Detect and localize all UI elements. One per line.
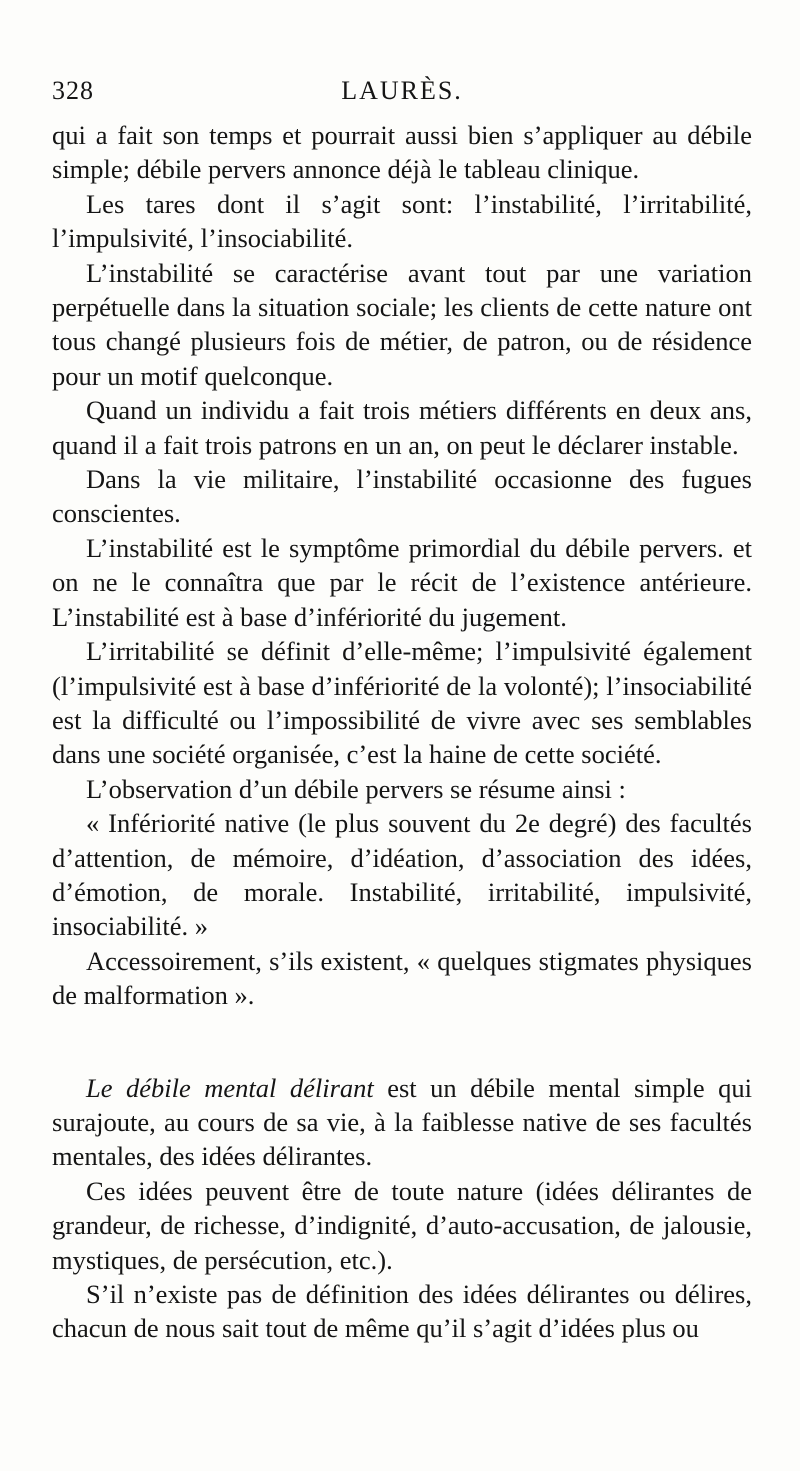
paragraph: Accessoirement, s’ils existent, « quelques stigmates physiques de malformation ». [52, 945, 752, 1011]
paragraph: Ces idées peuvent être de toute nature (idées délirantes de grandeur, de richesse, d’indignité, d’auto-accusation, de jalousie, mystiques, de persécution, etc.). [52, 1175, 752, 1275]
paragraph [52, 1071, 752, 1174]
paragraph: L’irritabilité se définit d’elle-même; l’impulsivité également (l’impulsivité est à base d’infériorité de la volonté); l’insociabilité est la difficulté ou l’impossibilité de vivre avec ses semblables dans une société organisée, c’est la haine de cette société. [52, 636, 752, 770]
paragraph-text: est un débile mental simple qui surajoute, au cours de sa vie, à la faiblesse native de ses facultés mentales, des idées délirantes. [52, 1072, 752, 1172]
paragraph: Les tares dont il s’agit sont: l’instabilité, l’irritabilité, l’impulsivité, l’insociabilité. [52, 188, 752, 254]
paragraph: Dans la vie militaire, l’instabilité occasionne des fugues conscientes. [52, 464, 752, 529]
paragraph: qui a fait son temps et pourrait aussi bien s’appliquer au débile simple; débile pervers annonce déjà le tableau clinique. [52, 120, 752, 185]
paragraph: S’il n’existe pas de définition des idées délirantes ou délires, chacun de nous sait tout de même qu’il s’agit d’idées plus ou [52, 1279, 752, 1344]
paragraph: L’instabilité se caractérise avant tout par une variation perpétuelle dans la situation sociale; les clients de cette nature ont tous changé plusieurs fois de métier, de patron, ou de résidence pour un motif quelconque. [52, 257, 752, 391]
italic-term: Le débile mental délirant [86, 1072, 374, 1103]
paragraph: L’instabilité est le symptôme primordial du débile pervers. et on ne le connaîtra que par le récit de l’existence antérieure. L’instabilité est à base d’infériorité du jugement. [52, 532, 752, 632]
running-head: LAURÈS. [341, 76, 463, 105]
paragraph: L’observation d’un débile pervers se résume ainsi : [86, 773, 626, 804]
quoted-observation: « Infériorité native (le plus souvent du 2e degré) des facultés d’attention, de mémoire, d’idéation, d’association des idées, d’émotion, de morale. Instabilité, irritabilité, impulsivité, insociabilité. » [52, 808, 752, 942]
page-header [52, 76, 752, 110]
page-number: 328 [52, 76, 94, 105]
body-text [52, 118, 752, 1346]
paragraph: Quand un individu a fait trois métiers différents en deux ans, quand il a fait trois patrons en un an, on peut le déclarer instable. [52, 395, 752, 460]
